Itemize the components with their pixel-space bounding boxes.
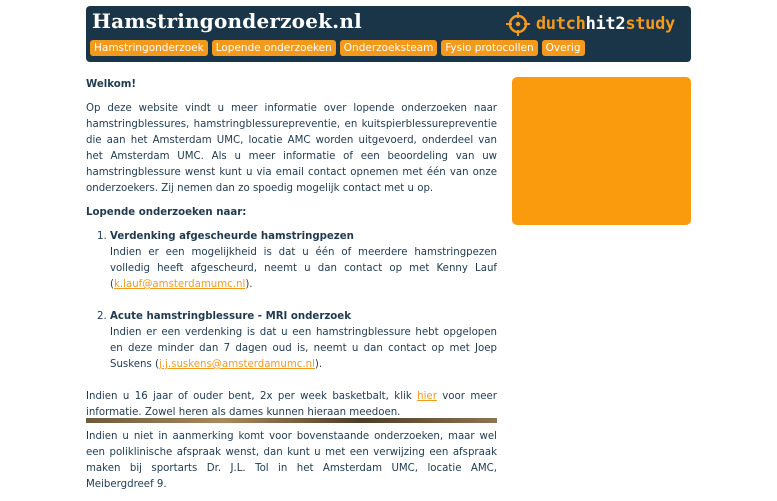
- study-text-end: ).: [314, 359, 323, 370]
- study-title: 2. Acute hamstringblessure - MRI onderzoek: [110, 311, 351, 322]
- nav-tab-overig[interactable]: Overig: [542, 40, 585, 56]
- crosshair-icon: [506, 12, 530, 36]
- logo-part-dutch: dutch: [535, 14, 586, 34]
- nav-tab-lopende-onderzoeken[interactable]: Lopende onderzoeken: [212, 40, 336, 56]
- email-link-suskens[interactable]: j.j.suskens@amsterdamumc.nl: [159, 359, 315, 370]
- site-title[interactable]: Hamstringonderzoek.nl: [92, 9, 362, 33]
- nav-tab-fysio-protocollen[interactable]: Fysio protocollen: [441, 40, 537, 56]
- logo-part-study: study: [625, 14, 675, 34]
- intro-paragraph: Op deze website vindt u meer informatie over lopende onderzoeken naar hamstringblessures, hamstringblessurepreventie, en kuitspierblessurepreventie die aan het Amsterdam UMC, locatie AMC worden uitgevoerd, onderdeel van het Amsterdam UMC. Als u meer informatie of een beoordeling van uw hamstringblessure wenst kunt u via email contact opnemen met één van onze onderzoekers. Zij nemen dan zo spoedig mogelijk contact met u op.: [86, 103, 497, 194]
- welcome-heading: Welkom!: [86, 79, 137, 90]
- content-image: [86, 418, 497, 423]
- study-item: [110, 309, 497, 373]
- study-text: Indien er een mogelijkheid is dat u één of meerdere hamstringpezen volledig heeft afgescheurd, neemt u dan contact op met Kenny Lauf (: [110, 247, 497, 290]
- study-text-end: ).: [245, 279, 253, 290]
- email-link-lauf[interactable]: k.lauf@amsterdamumc.nl: [113, 279, 246, 290]
- study-item: [110, 229, 497, 293]
- logo-wordmark: [536, 14, 675, 34]
- main-nav: [90, 40, 585, 56]
- logo-part-hit: hit2: [585, 14, 626, 34]
- studies-list: [86, 229, 497, 373]
- sidebar-box: [512, 77, 691, 225]
- site-header: [86, 6, 691, 62]
- nav-tab-onderzoeksteam[interactable]: Onderzoeksteam: [340, 40, 438, 56]
- main-content: [86, 77, 497, 501]
- dutchhit2study-logo[interactable]: [506, 11, 675, 37]
- studies-heading: Lopende onderzoeken naar:: [86, 207, 247, 218]
- referral-paragraph: Indien u niet in aanmerking komt voor bovenstaande onderzoeken, maar wel een poliklinische afspraak wenst, dan kunt u met een verwijzing een afspraak maken bij sportarts Dr. J.L. Tol in het Amsterdam UMC, locatie AMC, Meibergdreef 9.: [86, 431, 497, 490]
- basketball-paragraph: [86, 389, 497, 421]
- study-title: 1. Verdenking afgescheurde hamstringpezen: [110, 231, 354, 242]
- basketball-info-link[interactable]: hier: [417, 391, 437, 402]
- study-text: Indien er een verdenking is dat u een hamstringblessure hebt opgelopen en deze minder dan 7 dagen oud is, neemt u dan contact op met Joep Suskens (: [110, 327, 497, 370]
- basketball-text: Indien u 16 jaar of ouder bent, 2x per week basketbalt, klik: [86, 391, 418, 402]
- basketball-text-end: voor meer informatie. Zowel heren als dames kunnen hieraan meedoen.: [86, 391, 497, 418]
- nav-tab-hamstringonderzoek[interactable]: Hamstringonderzoek: [90, 40, 208, 56]
